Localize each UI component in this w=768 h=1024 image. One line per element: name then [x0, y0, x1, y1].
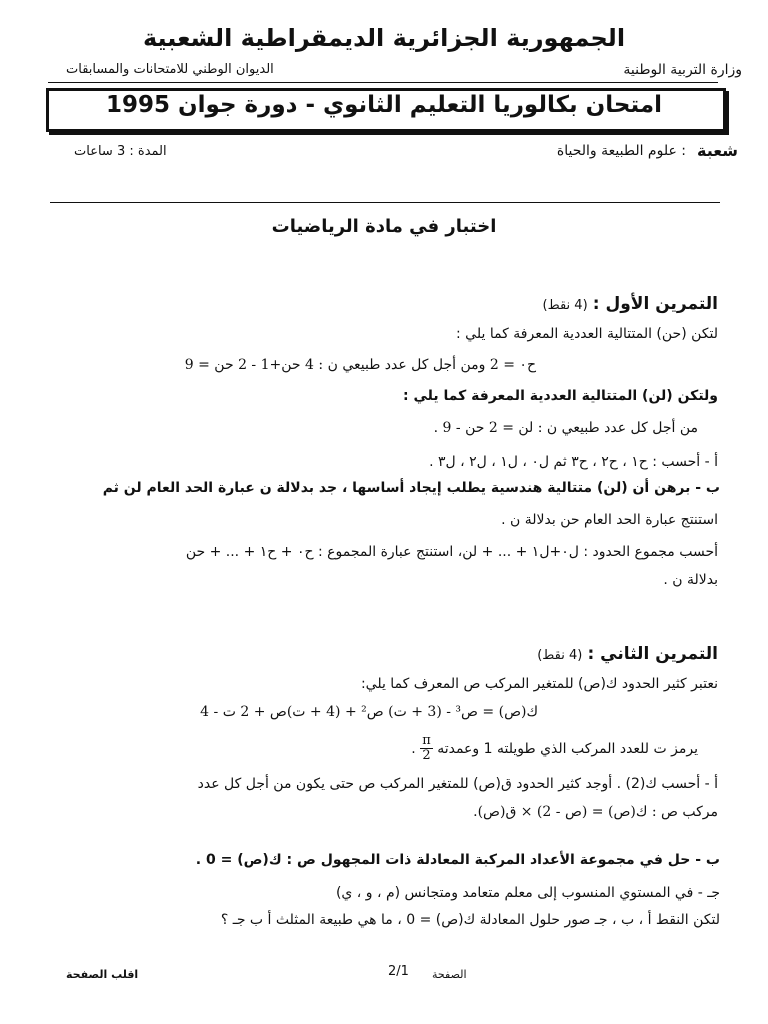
- exercise2-heading: [537, 644, 718, 664]
- exercise2-title: التمرين الثاني :: [587, 644, 718, 664]
- page-label: الصفحة: [432, 968, 467, 981]
- office-label: الديوان الوطني للامتحانات والمسابقات: [66, 62, 274, 77]
- ex2-line-3-end: .: [411, 740, 416, 757]
- pi-over-two-fraction: [420, 734, 433, 764]
- ex2-line-8: لتكن النقط أ ، ب ، جـ صور حلول المعادلة ك(ص) = 0 ، ما هي طبيعة المثلث أ ب جـ ؟: [220, 912, 720, 928]
- ex2-line-4: أ - أحسب ك(2) . أوجد كثير الحدود ق(ص) للمتغير المركب ص حتى يكون من أجل كل عدد: [197, 776, 718, 792]
- exam-title: امتحان بكالوريا التعليم الثانوي - دورة جوان 1995: [106, 92, 662, 118]
- ex1-line-3: ولتكن (لن) المتتالية العددية المعرفة كما يلي :: [403, 388, 718, 404]
- exercise2-points: (4 نقط): [537, 648, 583, 663]
- fraction-numerator: π: [422, 733, 431, 748]
- ministry-label: وزارة التربية الوطنية: [623, 62, 742, 78]
- branch-value: : علوم الطبيعة والحياة: [556, 143, 686, 159]
- subject-title: اختبار في مادة الرياضيات: [271, 216, 497, 237]
- duration-label: المدة : 3 ساعات: [74, 144, 167, 159]
- ex2-polynomial: ك(ص) = ص³ - (3 + ت) ص² + (4 + ت)ص + 2 ت - 4: [200, 704, 538, 720]
- fraction-denominator: 2: [422, 748, 431, 764]
- header-rule: [48, 82, 718, 83]
- ex2-line-6: ب - حل في مجموعة الأعداد المركبة المعادلة ذات المجهول ص : ك(ص) = 0 .: [195, 852, 720, 868]
- ex1-line-2: ح٠ = 2 ومن أجل كل عدد طبيعي ن : 4 حن+1 - 2 حن = 9: [184, 357, 536, 373]
- ex1-line-7: استنتج عبارة الحد العام حن بدلالة ن .: [501, 512, 718, 528]
- ex2-line-1: نعتبر كثير الحدود ك(ص) للمتغير المركب ص المعرف كما يلي:: [360, 676, 718, 692]
- ex2-modulus-text: يرمز ت للعدد المركب الذي طويلته 1 وعمدته: [437, 740, 698, 757]
- page-number: 2/1: [388, 964, 409, 979]
- exercise1-title: التمرين الأول :: [592, 294, 718, 314]
- ex1-line-9: بدلالة ن .: [663, 572, 718, 588]
- ex1-line-4: من أجل كل عدد طبيعي ن : لن = 2 حن - 9 .: [433, 420, 698, 436]
- ex1-line-5: أ - أحسب : ح١ ، ح٢ ، ح٣ ثم ل٠ ، ل١ ، ل٢ ، ل٣ .: [429, 454, 718, 470]
- branch-label: شعبة: [697, 141, 738, 160]
- ex1-line-1: لتكن (حن) المتتالية العددية المعرفة كما يلي :: [456, 326, 718, 342]
- republic-heading: الجمهورية الجزائرية الديمقراطية الشعبية: [142, 24, 626, 52]
- ex2-line-5: مركب ص : ك(ص) = (ص - 2) × ق(ص).: [473, 804, 718, 820]
- ex1-line-6: ب - برهن أن (لن) متتالية هندسية يطلب إيجاد أساسها ، جد بدلالة ن عبارة الحد العام لن ثم: [102, 480, 720, 496]
- ex2-line-3: [411, 734, 698, 764]
- ex2-line-7: جـ - في المستوي المنسوب إلى معلم متعامد ومتجانس (م ، و ، ي): [335, 885, 720, 901]
- exercise1-heading: [543, 294, 718, 314]
- turn-page-note: اقلب الصفحة: [66, 968, 139, 981]
- section-rule: [50, 202, 720, 203]
- ex1-line-8: أحسب مجموع الحدود : ل٠+ل١ + ... + لن، استنتج عبارة المجموع : ح٠ + ح١ + ... + حن: [185, 544, 718, 560]
- exercise1-points: (4 نقط): [542, 298, 588, 313]
